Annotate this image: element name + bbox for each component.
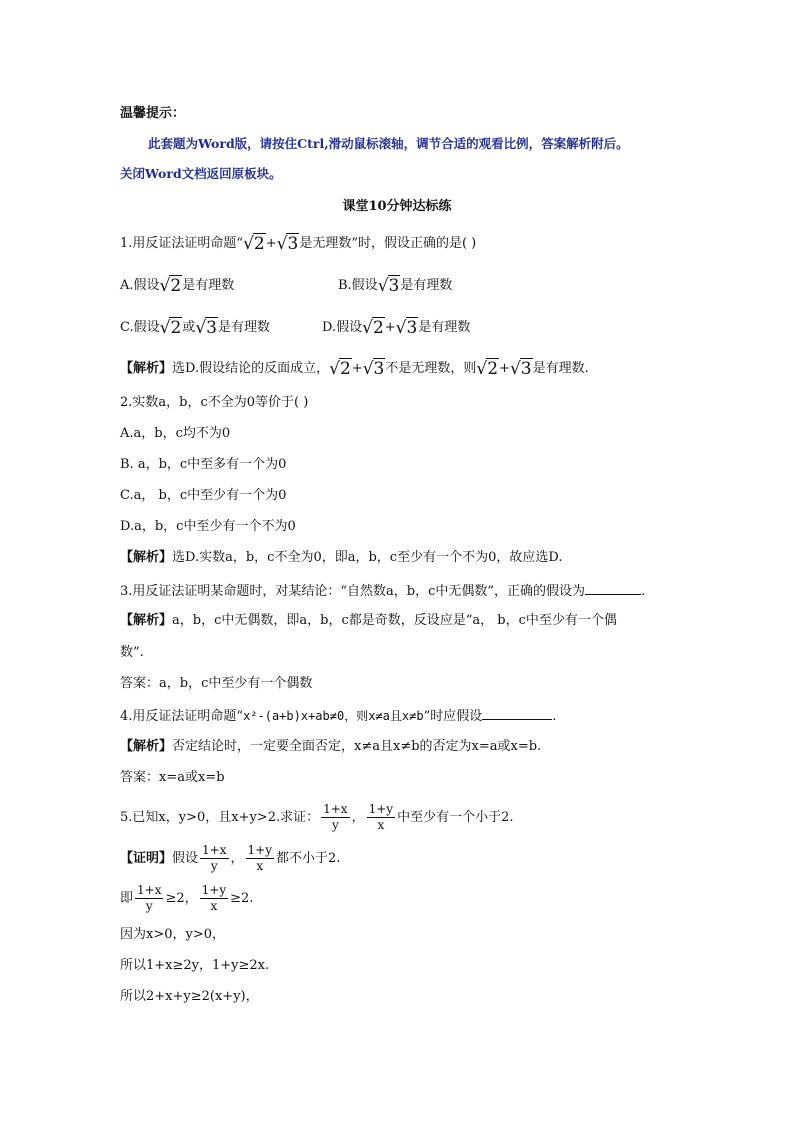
tip-title: 温馨提示： xyxy=(120,106,186,121)
q5-proof-text-a: 假设 xyxy=(172,851,199,866)
sqrt-2: √2 xyxy=(362,318,384,338)
sqrt-3: √3 xyxy=(276,234,299,254)
q5-step-2: 因为x>0，y>0， xyxy=(120,927,226,942)
q1-solution xyxy=(120,359,589,379)
q3-solution xyxy=(120,611,617,631)
q1-option-c-or: 或 xyxy=(182,320,196,335)
fraction-1-plus-y-over-x: $\frac{1+y}{x}$ xyxy=(247,843,272,873)
sqrt-2: √2 xyxy=(329,359,351,379)
q5-step-4: 所以2+x+y≥2(x+y)， xyxy=(120,989,259,1004)
fraction-1-plus-x-over-y: $\frac{1+x}{y}$ xyxy=(202,843,227,873)
q4-stem-text-b: ”时应假设 xyxy=(423,709,483,724)
q1-stem-text-a: 1.用反证法证明命题“ xyxy=(120,236,244,251)
q2-option-a: A.a，b，c均不为0 xyxy=(120,426,231,441)
tip-line-1: 此套题为Word版，请按住Ctrl,滑动鼠标滚轴，调节合适的观看比例，答案解析附后。 xyxy=(148,136,629,151)
q1-stem xyxy=(120,234,476,254)
q5-step-1: 即 $\frac{1+x}{y}$ ≥2， $\frac{1+y}{x}$ ≥2. xyxy=(120,883,254,913)
fraction-1-plus-y-over-x: $\frac{1+y}{x}$ xyxy=(201,883,227,913)
q5-step-3: 所以1+x≥2y，1+y≥2x. xyxy=(120,958,270,973)
q3-stem xyxy=(120,580,645,602)
q1-option-d xyxy=(322,318,470,338)
q1-option-b-prefix: B.假设 xyxy=(338,278,378,293)
q2-option-c: C.a， b，c中至少有一个为0 xyxy=(120,488,287,503)
q1-option-c xyxy=(120,318,270,338)
q1-option-a xyxy=(120,276,234,296)
solution-label: 【解析】 xyxy=(120,361,173,376)
solution-label: 【解析】 xyxy=(120,739,173,754)
q1-option-c-suffix: 是有理数 xyxy=(217,320,270,335)
sqrt-3: √3 xyxy=(509,359,532,379)
sqrt-2: √2 xyxy=(243,234,265,254)
sqrt-2: √2 xyxy=(159,276,182,296)
sqrt-2: √2 xyxy=(159,318,182,338)
proof-label: 【证明】 xyxy=(120,851,173,866)
q2-option-d: D.a，b，c中至少有一个不为0 xyxy=(120,519,296,534)
q5-step-1-prefix: 即 xyxy=(120,891,134,906)
q3-solution-line-2: 数”. xyxy=(120,645,144,660)
q1-option-a-prefix: A.假设 xyxy=(120,278,160,293)
q1-option-a-suffix: 是有理数 xyxy=(182,278,235,293)
q3-stem-text: 3.用反证法证明某命题时，对某结论：“自然数a，b，c中无偶数”，正确的假设为 xyxy=(120,584,586,599)
sqrt-2: √2 xyxy=(476,359,499,379)
q2-solution xyxy=(120,548,562,568)
plus-sign: + xyxy=(265,236,277,251)
q4-stem-end: . xyxy=(552,709,557,724)
q4-answer: 答案：x=a或x=b xyxy=(120,770,225,785)
q5-proof: 【证明】假设 $\frac{1+x}{y}$ ， $\frac{1+y}{x}$ 都不小于2. xyxy=(120,843,341,873)
q3-solution-line-1: a，b，c中无偶数，即a，b，c都是奇数，反设应是“a， b，c中至少有一个偶 xyxy=(172,613,617,628)
q2-option-b: B. a，b，c中至多有一个为0 xyxy=(120,457,287,472)
q5-stem: 5.已知x，y>0，且x+y>2.求证： $\frac{1+x}{y}$ ， $\frac{1+y}{x}$ 中至少有一个小于2. xyxy=(120,802,514,832)
section-title: 课堂10分钟达标练 xyxy=(342,199,452,214)
tip-line-2: 关闭Word文档返回原板块。 xyxy=(120,166,282,181)
q2-solution-text: 选D.实数a，b，c不全为0，即a，b，c至少有一个不为0，故应选D. xyxy=(172,550,563,565)
answer-blank xyxy=(482,705,552,720)
sqrt-3: √3 xyxy=(377,276,400,296)
q4-stem xyxy=(120,705,556,727)
q2-stem: 2.实数a，b，c不全为0等价于( ) xyxy=(120,395,309,410)
q4-solution-text: 否定结论时，一定要全面否定，x≠a且x≠b的否定为x=a或x=b. xyxy=(172,739,542,754)
solution-label: 【解析】 xyxy=(120,613,173,628)
sqrt-3: √3 xyxy=(395,318,418,338)
q1-option-b xyxy=(338,276,452,296)
sqrt-3: √3 xyxy=(195,318,217,338)
fraction-1-plus-x-over-y: $\frac{1+x}{y}$ xyxy=(137,883,162,913)
q3-stem-end: . xyxy=(641,584,646,599)
q4-stem-math: x²-(a+b)x+ab≠0，则x≠a且x≠b xyxy=(243,709,424,723)
sqrt-3: √3 xyxy=(362,359,385,379)
q4-solution xyxy=(120,737,541,757)
q1-option-b-suffix: 是有理数 xyxy=(400,278,453,293)
q5-proof-text-b: 都不小于2. xyxy=(275,851,341,866)
plus-sign: + xyxy=(351,361,363,376)
fraction-1-plus-y-over-x: $\frac{1+y}{x}$ xyxy=(368,802,394,832)
q5-stem-text-b: 中至少有一个小于2. xyxy=(397,810,514,825)
solution-label: 【解析】 xyxy=(120,550,173,565)
plus-sign: + xyxy=(499,361,510,376)
q1-option-d-prefix: D.假设 xyxy=(322,320,363,335)
plus-sign: + xyxy=(384,320,396,335)
q1-stem-text-b: 是无理数”时，假设正确的是( ) xyxy=(299,236,477,251)
answer-blank xyxy=(585,580,641,595)
q1-solution-text-b: 不是无理数，则 xyxy=(385,361,477,376)
q3-answer: 答案：a，b，c中至少有一个偶数 xyxy=(120,676,313,691)
q1-solution-text-a: 选D.假设结论的反面成立， xyxy=(172,361,330,376)
fraction-1-plus-x-over-y: $\frac{1+x}{y}$ xyxy=(323,802,348,832)
q1-option-d-suffix: 是有理数 xyxy=(418,320,471,335)
q5-stem-text-a: 5.已知x，y>0，且x+y>2.求证： xyxy=(120,810,320,825)
q4-stem-text-a: 4.用反证法证明命题“ xyxy=(120,709,244,724)
q1-option-c-prefix: C.假设 xyxy=(120,320,160,335)
q1-solution-text-c: 是有理数. xyxy=(532,361,589,376)
